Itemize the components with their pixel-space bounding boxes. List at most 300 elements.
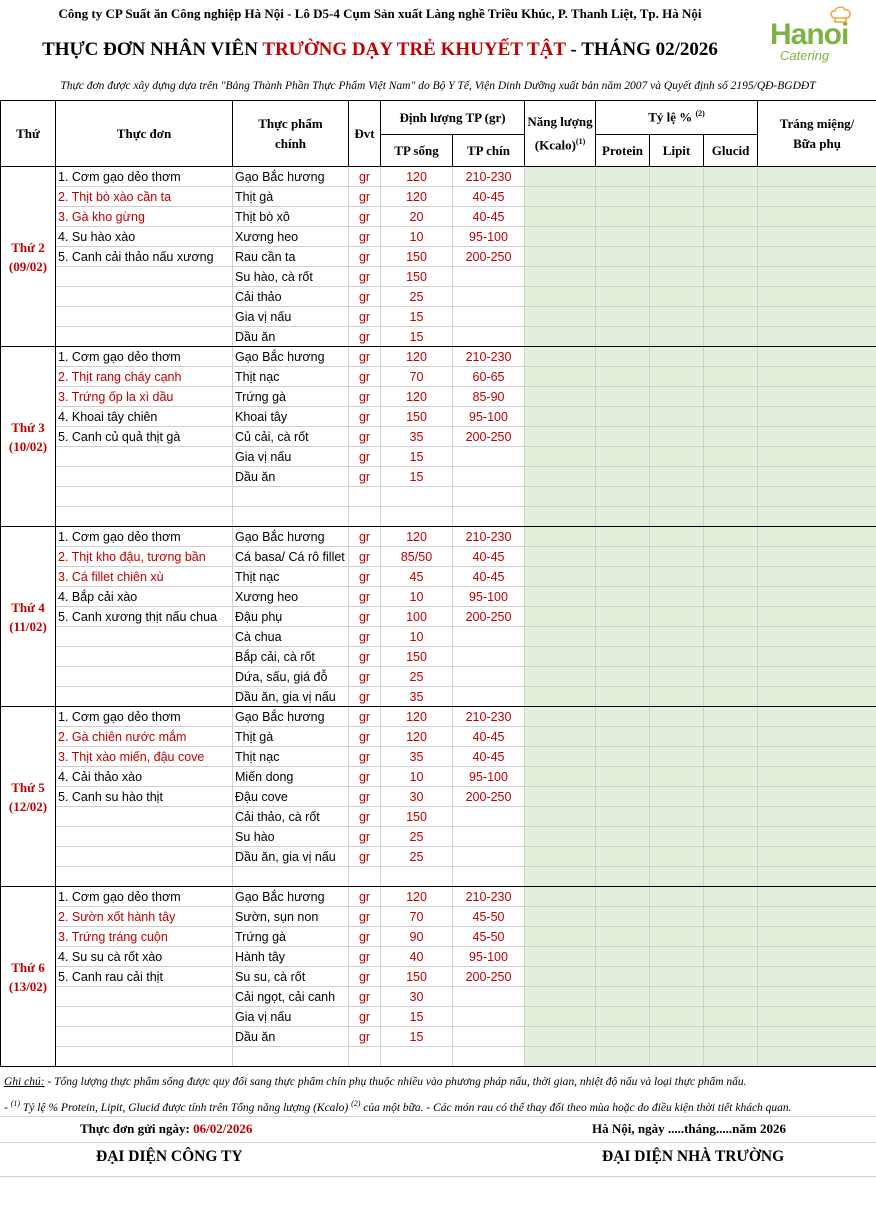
- dish-name: [56, 447, 233, 467]
- energy-label: Năng lượng: [527, 113, 593, 129]
- dessert-cell: [758, 927, 876, 947]
- menu-row: [1, 447, 876, 467]
- unit-cell: gr: [349, 907, 381, 927]
- day-label: [1, 167, 56, 347]
- protein-cell: [596, 947, 650, 967]
- dish-name: 5. Canh cải thảo nấu xương: [56, 247, 233, 267]
- glucid-cell: [704, 627, 758, 647]
- raw-quantity: 45: [381, 567, 453, 587]
- dish-name: 2. Thịt kho đậu, tương bần: [56, 547, 233, 567]
- dish-name: 2. Thịt rang cháy cạnh: [56, 367, 233, 387]
- glucid-cell: [704, 767, 758, 787]
- unit-cell: gr: [349, 387, 381, 407]
- energy-cell: [525, 1047, 596, 1067]
- protein-cell: [596, 287, 650, 307]
- energy-cell: [525, 487, 596, 507]
- raw-quantity: 150: [381, 267, 453, 287]
- ingredient-name: Dứa, sấu, giá đỗ: [233, 667, 349, 687]
- col-lipit: Lipit: [650, 135, 704, 167]
- raw-quantity: 100: [381, 607, 453, 627]
- unit-cell: gr: [349, 827, 381, 847]
- protein-cell: [596, 567, 650, 587]
- glucid-cell: [704, 567, 758, 587]
- lipit-cell: [650, 767, 704, 787]
- glucid-cell: [704, 287, 758, 307]
- dish-name: [56, 307, 233, 327]
- raw-quantity: 30: [381, 787, 453, 807]
- energy-cell: [525, 767, 596, 787]
- ingredient-name: Dầu ăn, gia vị nấu: [233, 847, 349, 867]
- col-quantity: Định lượng TP (gr): [381, 101, 525, 135]
- energy-cell: [525, 167, 596, 187]
- menu-row: [1, 947, 876, 967]
- unit-cell: [349, 507, 381, 527]
- glucid-cell: [704, 927, 758, 947]
- glucid-cell: [704, 587, 758, 607]
- protein-cell: [596, 187, 650, 207]
- dish-name: [56, 627, 233, 647]
- protein-cell: [596, 967, 650, 987]
- ingredient-name: Gạo Bắc hương: [233, 347, 349, 367]
- unit-cell: gr: [349, 847, 381, 867]
- cooked-quantity: 40-45: [453, 747, 525, 767]
- unit-cell: gr: [349, 687, 381, 707]
- menu-row: [1, 667, 876, 687]
- lipit-cell: [650, 507, 704, 527]
- unit-cell: gr: [349, 427, 381, 447]
- raw-quantity: 35: [381, 427, 453, 447]
- glucid-cell: [704, 947, 758, 967]
- energy-cell: [525, 847, 596, 867]
- cooked-quantity: 210-230: [453, 167, 525, 187]
- raw-quantity: 70: [381, 367, 453, 387]
- ingredient-name: Gia vị nấu: [233, 307, 349, 327]
- protein-cell: [596, 467, 650, 487]
- lipit-cell: [650, 167, 704, 187]
- lipit-cell: [650, 807, 704, 827]
- note-label: Ghi chú:: [4, 1076, 45, 1088]
- note-2b: Tỷ lệ % Protein, Lipit, Glucid được tính trên Tổng năng lượng (Kcalo): [20, 1101, 352, 1114]
- dessert-cell: [758, 367, 876, 387]
- lipit-cell: [650, 267, 704, 287]
- ingredient-name: Trứng gà: [233, 927, 349, 947]
- dish-name: 5. Canh củ quả thịt gà: [56, 427, 233, 447]
- raw-quantity: 15: [381, 327, 453, 347]
- dessert-cell: [758, 667, 876, 687]
- ingredient-name: [233, 1047, 349, 1067]
- ingredient-name: Dầu ăn, gia vị nấu: [233, 687, 349, 707]
- unit-cell: gr: [349, 747, 381, 767]
- dessert-cell: [758, 507, 876, 527]
- unit-cell: gr: [349, 187, 381, 207]
- energy-cell: [525, 707, 596, 727]
- glucid-cell: [704, 787, 758, 807]
- dish-name: [56, 487, 233, 507]
- glucid-cell: [704, 967, 758, 987]
- glucid-cell: [704, 1047, 758, 1067]
- cooked-quantity: 40-45: [453, 567, 525, 587]
- raw-quantity: 70: [381, 907, 453, 927]
- cooked-quantity: [453, 867, 525, 887]
- lipit-cell: [650, 627, 704, 647]
- glucid-cell: [704, 167, 758, 187]
- cooked-quantity: [453, 667, 525, 687]
- dish-name: [56, 327, 233, 347]
- sent-date: [80, 1118, 252, 1140]
- lipit-cell: [650, 487, 704, 507]
- glucid-cell: [704, 607, 758, 627]
- glucid-cell: [704, 427, 758, 447]
- glucid-cell: [704, 407, 758, 427]
- glucid-cell: [704, 1027, 758, 1047]
- menu-row: [1, 887, 876, 907]
- energy-cell: [525, 287, 596, 307]
- hanoi-catering-logo: [762, 2, 874, 74]
- unit-cell: gr: [349, 287, 381, 307]
- raw-quantity: 10: [381, 627, 453, 647]
- unit-cell: gr: [349, 347, 381, 367]
- cooked-quantity: [453, 467, 525, 487]
- cooked-quantity: [453, 447, 525, 467]
- protein-cell: [596, 587, 650, 607]
- glucid-cell: [704, 307, 758, 327]
- energy-cell: [525, 587, 596, 607]
- protein-cell: [596, 247, 650, 267]
- lipit-cell: [650, 847, 704, 867]
- cooked-quantity: 40-45: [453, 187, 525, 207]
- cooked-quantity: [453, 327, 525, 347]
- dessert-cell: [758, 947, 876, 967]
- cooked-quantity: 45-50: [453, 907, 525, 927]
- lipit-cell: [650, 527, 704, 547]
- energy-cell: [525, 207, 596, 227]
- cooked-quantity: 200-250: [453, 967, 525, 987]
- ingredient-name: Cải ngọt, cải canh: [233, 987, 349, 1007]
- raw-quantity: 85/50: [381, 547, 453, 567]
- energy-unit: [525, 132, 595, 155]
- energy-cell: [525, 267, 596, 287]
- energy-cell: [525, 727, 596, 747]
- subtitle: Thực đơn được xây dựng dựa trên "Bảng Thành Phần Thực Phẩm Việt Nam" do Bộ Y Tế, Viện Dinh Dưỡng xuất bản năm 2007 và Quyết định số 2195/QĐ-BGDĐT: [60, 80, 816, 92]
- ingredient-name: Gạo Bắc hương: [233, 527, 349, 547]
- lipit-cell: [650, 247, 704, 267]
- raw-quantity: [381, 867, 453, 887]
- cooked-quantity: 60-65: [453, 367, 525, 387]
- unit-cell: gr: [349, 1007, 381, 1027]
- dessert-cell: [758, 1007, 876, 1027]
- lipit-cell: [650, 1047, 704, 1067]
- ingredient-name: Đậu cove: [233, 787, 349, 807]
- note-2-sup1: (1): [10, 1099, 21, 1108]
- lipit-cell: [650, 1027, 704, 1047]
- col-cooked: TP chín: [453, 135, 525, 167]
- menu-row: [1, 827, 876, 847]
- lipit-cell: [650, 587, 704, 607]
- protein-cell: [596, 447, 650, 467]
- lipit-cell: [650, 367, 704, 387]
- dish-name: 2. Sườn xốt hành tây: [56, 907, 233, 927]
- col-menu: Thực đơn: [56, 101, 233, 167]
- dish-name: 5. Canh su hào thịt: [56, 787, 233, 807]
- raw-quantity: 15: [381, 1027, 453, 1047]
- lipit-cell: [650, 307, 704, 327]
- ingredient-name: [233, 487, 349, 507]
- energy-cell: [525, 567, 596, 587]
- ingredient-name: Bắp cải, cà rốt: [233, 647, 349, 667]
- energy-sup: (1): [575, 136, 586, 146]
- ingredient-name: [233, 507, 349, 527]
- protein-cell: [596, 887, 650, 907]
- protein-cell: [596, 527, 650, 547]
- menu-row: [1, 307, 876, 327]
- protein-cell: [596, 807, 650, 827]
- raw-quantity: 20: [381, 207, 453, 227]
- unit-cell: gr: [349, 647, 381, 667]
- unit-cell: gr: [349, 787, 381, 807]
- unit-cell: gr: [349, 927, 381, 947]
- dessert-cell: [758, 187, 876, 207]
- raw-quantity: 120: [381, 527, 453, 547]
- glucid-cell: [704, 827, 758, 847]
- dessert-cell: [758, 647, 876, 667]
- unit-cell: gr: [349, 807, 381, 827]
- menu-row: [1, 847, 876, 867]
- dessert-cell: [758, 1027, 876, 1047]
- cooked-quantity: [453, 827, 525, 847]
- ingredient-name: Thịt nạc: [233, 567, 349, 587]
- day-name: Thứ 6: [11, 959, 45, 975]
- dish-name: 1. Cơm gạo dẻo thơm: [56, 887, 233, 907]
- lipit-cell: [650, 187, 704, 207]
- dish-name: [56, 287, 233, 307]
- cooked-quantity: 200-250: [453, 427, 525, 447]
- col-unit: Đvt: [349, 101, 381, 167]
- ingredient-name: Gạo Bắc hương: [233, 167, 349, 187]
- menu-row: [1, 627, 876, 647]
- cooked-quantity: [453, 1047, 525, 1067]
- menu-row: [1, 747, 876, 767]
- raw-quantity: 150: [381, 247, 453, 267]
- ingredient-name: Khoai tây: [233, 407, 349, 427]
- dish-name: [56, 507, 233, 527]
- dish-name: 1. Cơm gạo dẻo thơm: [56, 347, 233, 367]
- cooked-quantity: 40-45: [453, 727, 525, 747]
- dish-name: [56, 827, 233, 847]
- unit-cell: gr: [349, 567, 381, 587]
- menu-row: [1, 327, 876, 347]
- menu-table: [0, 100, 876, 1067]
- logo-sub: Catering: [780, 48, 830, 63]
- protein-cell: [596, 487, 650, 507]
- menu-row: [1, 787, 876, 807]
- dessert-cell: [758, 307, 876, 327]
- dessert-cell: [758, 527, 876, 547]
- menu-row: [1, 567, 876, 587]
- unit-cell: gr: [349, 987, 381, 1007]
- protein-cell: [596, 367, 650, 387]
- lipit-cell: [650, 547, 704, 567]
- cooked-quantity: 200-250: [453, 607, 525, 627]
- company-representative: ĐẠI DIỆN CÔNG TY: [96, 1148, 243, 1165]
- ingredient-name: Gia vị nấu: [233, 447, 349, 467]
- lipit-cell: [650, 347, 704, 367]
- raw-quantity: 120: [381, 887, 453, 907]
- raw-quantity: 40: [381, 947, 453, 967]
- cooked-quantity: 210-230: [453, 347, 525, 367]
- menu-row: [1, 647, 876, 667]
- dessert-cell: [758, 967, 876, 987]
- energy-cell: [525, 527, 596, 547]
- unit-cell: [349, 867, 381, 887]
- unit-cell: gr: [349, 167, 381, 187]
- dish-name: 5. Canh rau cải thịt: [56, 967, 233, 987]
- dessert-cell: [758, 707, 876, 727]
- day-label: [1, 527, 56, 707]
- dessert-cell: [758, 1047, 876, 1067]
- energy-cell: [525, 227, 596, 247]
- ingredient-name: Xương heo: [233, 587, 349, 607]
- ingredient-name: Gạo Bắc hương: [233, 887, 349, 907]
- dish-name: [56, 807, 233, 827]
- energy-cell: [525, 627, 596, 647]
- cooked-quantity: 85-90: [453, 387, 525, 407]
- energy-cell: [525, 967, 596, 987]
- place-date: Hà Nội, ngày .....tháng.....năm 2026: [592, 1121, 786, 1136]
- glucid-cell: [704, 247, 758, 267]
- glucid-cell: [704, 807, 758, 827]
- dessert-cell: [758, 227, 876, 247]
- ingredient-name: Hành tây: [233, 947, 349, 967]
- sent-date-value: 06/02/2026: [193, 1121, 253, 1136]
- menu-row: [1, 367, 876, 387]
- logo-text: Hanoi: [770, 18, 849, 51]
- ingredient-name: Thịt nạc: [233, 747, 349, 767]
- lipit-cell: [650, 947, 704, 967]
- raw-quantity: 120: [381, 727, 453, 747]
- title-part1: THỰC ĐƠN NHÂN VIÊN: [42, 39, 263, 60]
- energy-cell: [525, 607, 596, 627]
- lipit-cell: [650, 907, 704, 927]
- dish-name: 2. Gà chiên nước mắm: [56, 727, 233, 747]
- energy-cell: [525, 387, 596, 407]
- cooked-quantity: [453, 307, 525, 327]
- protein-cell: [596, 827, 650, 847]
- lipit-cell: [650, 967, 704, 987]
- protein-cell: [596, 627, 650, 647]
- dessert-cell: [758, 607, 876, 627]
- lipit-cell: [650, 207, 704, 227]
- dessert-cell: [758, 207, 876, 227]
- energy-cell: [525, 347, 596, 367]
- energy-cell: [525, 647, 596, 667]
- lipit-cell: [650, 607, 704, 627]
- dessert-cell: [758, 887, 876, 907]
- lipit-cell: [650, 747, 704, 767]
- protein-cell: [596, 927, 650, 947]
- cooked-quantity: [453, 1007, 525, 1027]
- raw-quantity: [381, 507, 453, 527]
- dish-name: [56, 267, 233, 287]
- cooked-quantity: 210-230: [453, 887, 525, 907]
- dessert-cell: [758, 327, 876, 347]
- energy-cell: [525, 247, 596, 267]
- note-line-2: [0, 1094, 876, 1114]
- lipit-cell: [650, 327, 704, 347]
- lipit-cell: [650, 447, 704, 467]
- ingredient-name: Cà chua: [233, 627, 349, 647]
- cooked-quantity: [453, 287, 525, 307]
- ingredient-name: Thịt nạc: [233, 367, 349, 387]
- unit-cell: gr: [349, 327, 381, 347]
- cooked-quantity: [453, 687, 525, 707]
- raw-quantity: 120: [381, 347, 453, 367]
- raw-quantity: 15: [381, 1007, 453, 1027]
- sent-label: Thực đơn gửi ngày:: [80, 1121, 194, 1136]
- glucid-cell: [704, 487, 758, 507]
- unit-cell: gr: [349, 227, 381, 247]
- protein-cell: [596, 647, 650, 667]
- energy-cell: [525, 327, 596, 347]
- energy-cell: [525, 427, 596, 447]
- menu-row: [1, 727, 876, 747]
- day-date: (09/02): [8, 258, 48, 274]
- protein-cell: [596, 327, 650, 347]
- lipit-cell: [650, 707, 704, 727]
- dessert-cell: [758, 867, 876, 887]
- glucid-cell: [704, 387, 758, 407]
- dish-name: 3. Trứng ốp la xì dầu: [56, 387, 233, 407]
- unit-cell: gr: [349, 967, 381, 987]
- energy-cell: [525, 367, 596, 387]
- lipit-cell: [650, 387, 704, 407]
- glucid-cell: [704, 747, 758, 767]
- ingredient-name: Su su, cà rốt: [233, 967, 349, 987]
- menu-row: [1, 187, 876, 207]
- cooked-quantity: 40-45: [453, 547, 525, 567]
- raw-quantity: 35: [381, 747, 453, 767]
- raw-quantity: 25: [381, 847, 453, 867]
- dessert-cell: [758, 587, 876, 607]
- dish-name: 2. Thịt bò xào cần ta: [56, 187, 233, 207]
- lipit-cell: [650, 787, 704, 807]
- unit-cell: gr: [349, 247, 381, 267]
- protein-cell: [596, 307, 650, 327]
- unit-cell: gr: [349, 367, 381, 387]
- menu-row: [1, 687, 876, 707]
- cooked-quantity: 95-100: [453, 947, 525, 967]
- glucid-cell: [704, 1007, 758, 1027]
- dessert-cell: [758, 387, 876, 407]
- dish-name: [56, 1027, 233, 1047]
- protein-cell: [596, 787, 650, 807]
- cooked-quantity: [453, 267, 525, 287]
- title-school: TRƯỜNG DẠY TRẺ KHUYẾT TẬT: [262, 39, 566, 60]
- raw-quantity: 15: [381, 467, 453, 487]
- dessert-cell: [758, 787, 876, 807]
- glucid-cell: [704, 467, 758, 487]
- raw-quantity: 90: [381, 927, 453, 947]
- dish-name: 4. Khoai tây chiên: [56, 407, 233, 427]
- protein-cell: [596, 767, 650, 787]
- glucid-cell: [704, 847, 758, 867]
- protein-cell: [596, 867, 650, 887]
- energy-cell: [525, 447, 596, 467]
- ingredient-name: [233, 867, 349, 887]
- energy-cell: [525, 407, 596, 427]
- unit-cell: gr: [349, 627, 381, 647]
- ingredient-name: Thịt gà: [233, 187, 349, 207]
- energy-cell: [525, 747, 596, 767]
